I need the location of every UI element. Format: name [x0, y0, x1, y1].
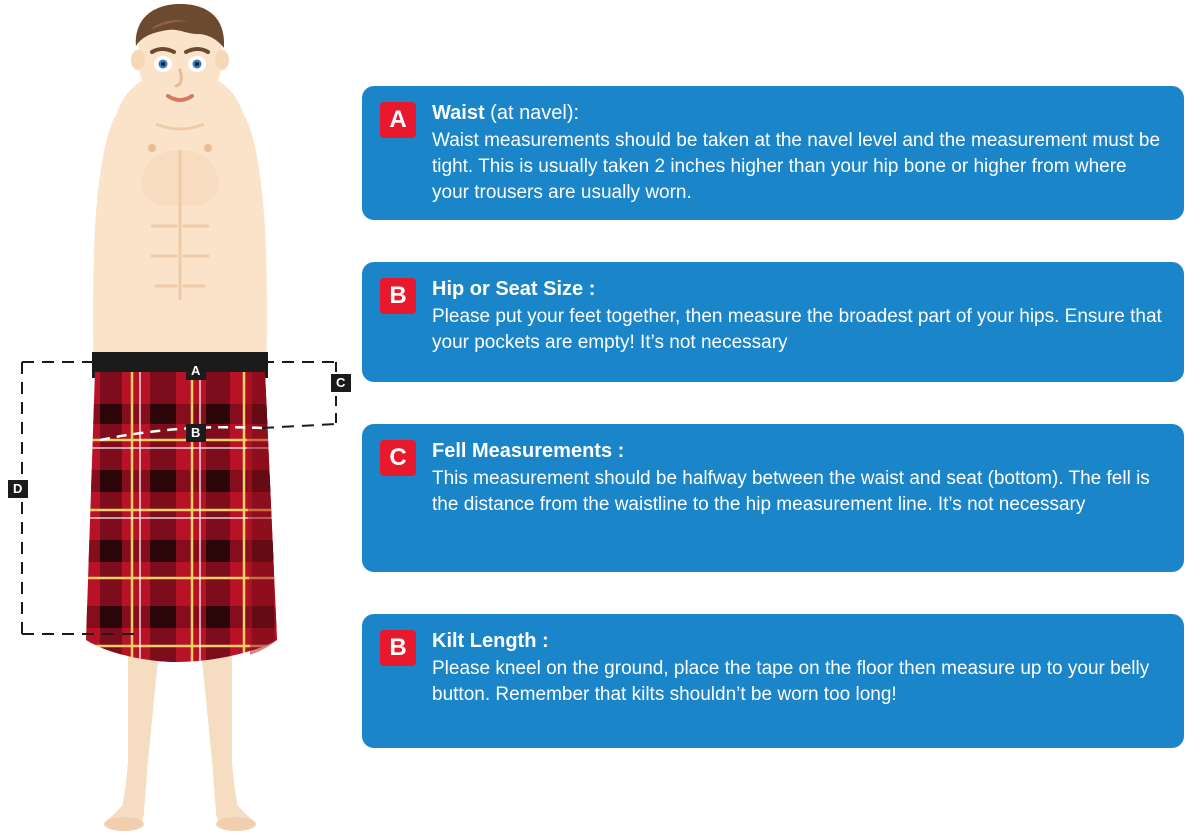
card-waist-body [432, 100, 1166, 206]
card-fell [362, 424, 1184, 572]
marker-a-label: A [186, 362, 206, 380]
right-foot [216, 817, 256, 831]
card-waist-title-main: Waist [432, 102, 485, 124]
left-ear [131, 50, 145, 70]
card-kilt-length-title-main: Kilt Length : [432, 630, 549, 652]
card-fell-title-main: Fell Measurements : [432, 440, 625, 462]
marker-b-label: B [186, 424, 206, 442]
card-hip-title [432, 276, 1166, 302]
left-foot [104, 817, 144, 831]
card-hip-title-main: Hip or Seat Size : [432, 278, 596, 300]
card-fell-text: This measurement should be halfway between the waist and seat (bottom). The fell is the distance from the waistline to the hip measurement line. It’s not necessary [432, 468, 1150, 515]
card-kilt-length-badge: B [380, 630, 416, 666]
nipple-right [204, 144, 212, 152]
card-waist-badge: A [380, 102, 416, 138]
card-waist [362, 86, 1184, 220]
measurement-instruction-cards [362, 0, 1200, 832]
right-ear [215, 50, 229, 70]
card-kilt-length-title [432, 628, 1166, 654]
nipple-left [148, 144, 156, 152]
card-hip-body [432, 276, 1166, 356]
card-waist-title-suffix: (at navel): [484, 102, 580, 124]
figure-illustration [0, 0, 355, 832]
card-fell-badge: C [380, 440, 416, 476]
right-pupil [195, 62, 199, 66]
kilt-apron-edge [246, 372, 277, 655]
card-waist-text: Waist measurements should be taken at the navel level and the measurement must be tight. This is usually taken 2 inches higher than your hip bone or higher from where your trousers are usually worn. [432, 130, 1161, 203]
card-waist-title [432, 100, 1166, 126]
card-fell-body [432, 438, 1166, 518]
card-kilt-length-body [432, 628, 1166, 708]
card-hip-text: Please put your feet together, then measure the broadest part of your hips. Ensure that your pockets are empty! It’s not necessary [432, 306, 1162, 353]
card-hip-badge: B [380, 278, 416, 314]
card-kilt-length [362, 614, 1184, 748]
card-fell-title [432, 438, 1166, 464]
man-in-kilt-svg [0, 0, 355, 832]
left-pupil [161, 62, 165, 66]
card-kilt-length-text: Please kneel on the ground, place the tape on the floor then measure up to your belly button. Remember that kilts shouldn’t be worn too long! [432, 658, 1150, 705]
card-hip [362, 262, 1184, 382]
marker-c-label: C [331, 374, 351, 392]
marker-d-label: D [8, 480, 28, 498]
